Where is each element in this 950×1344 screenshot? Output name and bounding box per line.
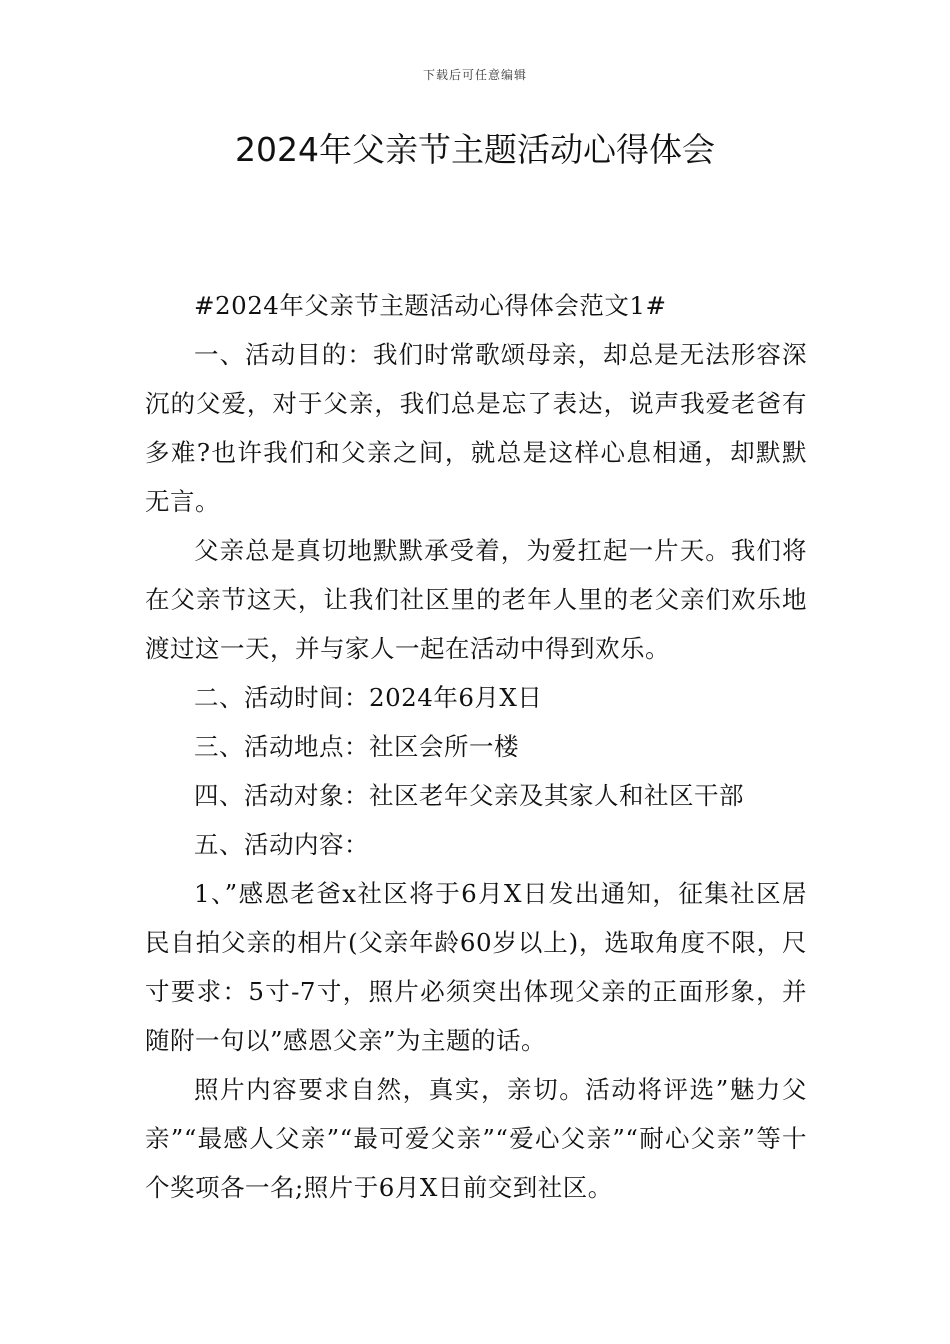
header-note: 下载后可任意编辑	[422, 68, 527, 82]
paragraph-content-item-1: 1、”感恩老爸x社区将于6月X日发出通知，征集社区居民自拍父亲的相片(父亲年龄60岁以上)，选取角度不限，尺寸要求：5寸-7寸，照片必须突出体现父亲的正面形象，并随附一句以”感恩父亲”为主题的话。	[145, 879, 807, 1055]
paragraph-subtitle: #2024年父亲节主题活动心得体会范文1#	[194, 291, 667, 320]
paragraph-father: 父亲总是真切地默默承受着，为爱扛起一片天。我们将在父亲节这天，让我们社区里的老年人里的老父亲们欢乐地渡过这一天，并与家人一起在活动中得到欢乐。	[145, 536, 807, 663]
paragraph-location: 三、活动地点：社区会所一楼	[194, 732, 519, 761]
paragraph-photo-requirements: 照片内容要求自然，真实，亲切。活动将评选”魅力父亲”“最感人父亲”“最可爱父亲”“爱心父亲”“耐心父亲”等十个奖项各一名;照片于6月X日前交到社区。	[145, 1075, 807, 1202]
document-title: 2024年父亲节主题活动心得体会	[235, 130, 715, 169]
paragraph-content-heading: 五、活动内容：	[194, 830, 369, 859]
paragraph-audience: 四、活动对象：社区老年父亲及其家人和社区干部	[194, 781, 744, 810]
paragraph-time: 二、活动时间：2024年6月X日	[194, 683, 543, 712]
document-body	[145, 281, 807, 1212]
paragraph-purpose: 一、活动目的：我们时常歌颂母亲，却总是无法形容深沉的父爱，对于父亲，我们总是忘了表达，说声我爱老爸有多难?也许我们和父亲之间，就总是这样心息相通，却默默无言。	[145, 340, 807, 516]
